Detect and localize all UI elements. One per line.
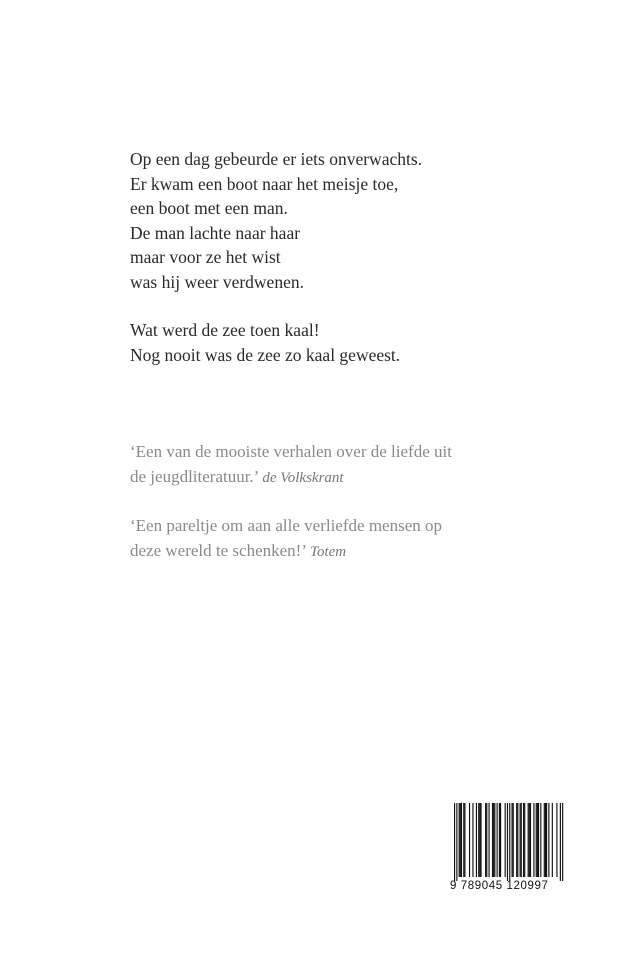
barcode-bar [494,803,495,877]
barcode-bar [505,803,506,877]
review-quotes [130,440,452,588]
quote-line: deze wereld te schenken!’ [130,540,306,560]
poem-line: Op een dag gebeurde er iets onverwachts. [130,149,423,169]
barcode-bar [516,803,517,877]
barcode-bar [454,803,455,881]
barcode-bar [552,803,553,877]
barcode-bar [512,803,513,877]
barcode-bar [562,803,563,881]
poem-line: Wat werd de zee toen kaal! [130,320,320,340]
poem-line: Nog nooit was de zee zo kaal geweest. [130,344,401,365]
barcode-bar [464,803,465,877]
poem-stanza-1 [130,147,422,294]
barcode-bar [556,803,557,877]
quote-line: ‘Een pareltje om aan alle verliefde mensen op [130,516,442,535]
barcode-bar [521,803,522,877]
barcode-bar [489,803,490,877]
barcode-bars [446,798,568,882]
barcode-bar [492,803,493,877]
barcode-bar [476,803,477,877]
barcode-bar [461,803,462,877]
barcode-bar [524,803,525,877]
quote-line: de jeugdliteratuur.’ [130,466,259,486]
poem-line: maar voor ze het wist [130,247,281,267]
barcode-bar [523,803,524,877]
barcode-bar [513,803,514,877]
barcode-bar [529,803,530,877]
barcode-bar [517,803,518,877]
poem-line: Er kwam een boot naar het meisje toe, [130,173,399,194]
poem-line: was hij weer verdwenen. [130,271,304,292]
barcode-bar [497,803,498,877]
barcode-bar [538,803,539,877]
poem-line: De man lachte naar haar [130,222,301,243]
barcode-bar [537,803,538,877]
barcode-bar [540,803,541,877]
quote-line: ‘Een van de mooiste verhalen over de liefde uit [130,442,452,461]
barcode-bar [478,803,479,877]
barcode-bar [548,803,549,877]
review-quote [130,514,452,564]
barcode-bar [560,803,561,881]
review-quote [130,440,452,490]
poem-excerpt [130,147,422,391]
barcode-bar [507,803,508,881]
barcode-bar [500,803,501,877]
poem-stanza-2 [130,318,422,367]
barcode-bar [479,803,480,877]
barcode-digits: 9 789045 120997 [450,880,549,892]
quote-source: de Volkskrant [262,469,344,486]
poem-line: een boot met een man. [130,198,288,218]
barcode-bar [533,803,534,877]
barcode-bar [460,803,461,877]
barcode-bar [545,803,546,877]
barcode-bar [486,803,487,877]
barcode-bar [456,803,457,881]
barcode-bar [469,803,470,877]
barcode-bar [463,803,464,877]
barcode-bar [499,803,500,877]
barcode-bar [520,803,521,877]
barcode-bar [480,803,481,877]
barcode-bar [472,803,473,877]
quote-source: Totem [309,543,347,560]
barcode-bar [530,803,531,877]
barcode-bar [536,803,537,877]
barcode-bar [485,803,486,877]
barcode-bar [493,803,494,877]
barcode-bar [459,803,460,877]
barcode-bar [509,803,510,881]
barcode-bar [528,803,529,877]
barcode-bar [546,803,547,877]
barcode-bar [544,803,545,877]
isbn-barcode [446,798,568,896]
